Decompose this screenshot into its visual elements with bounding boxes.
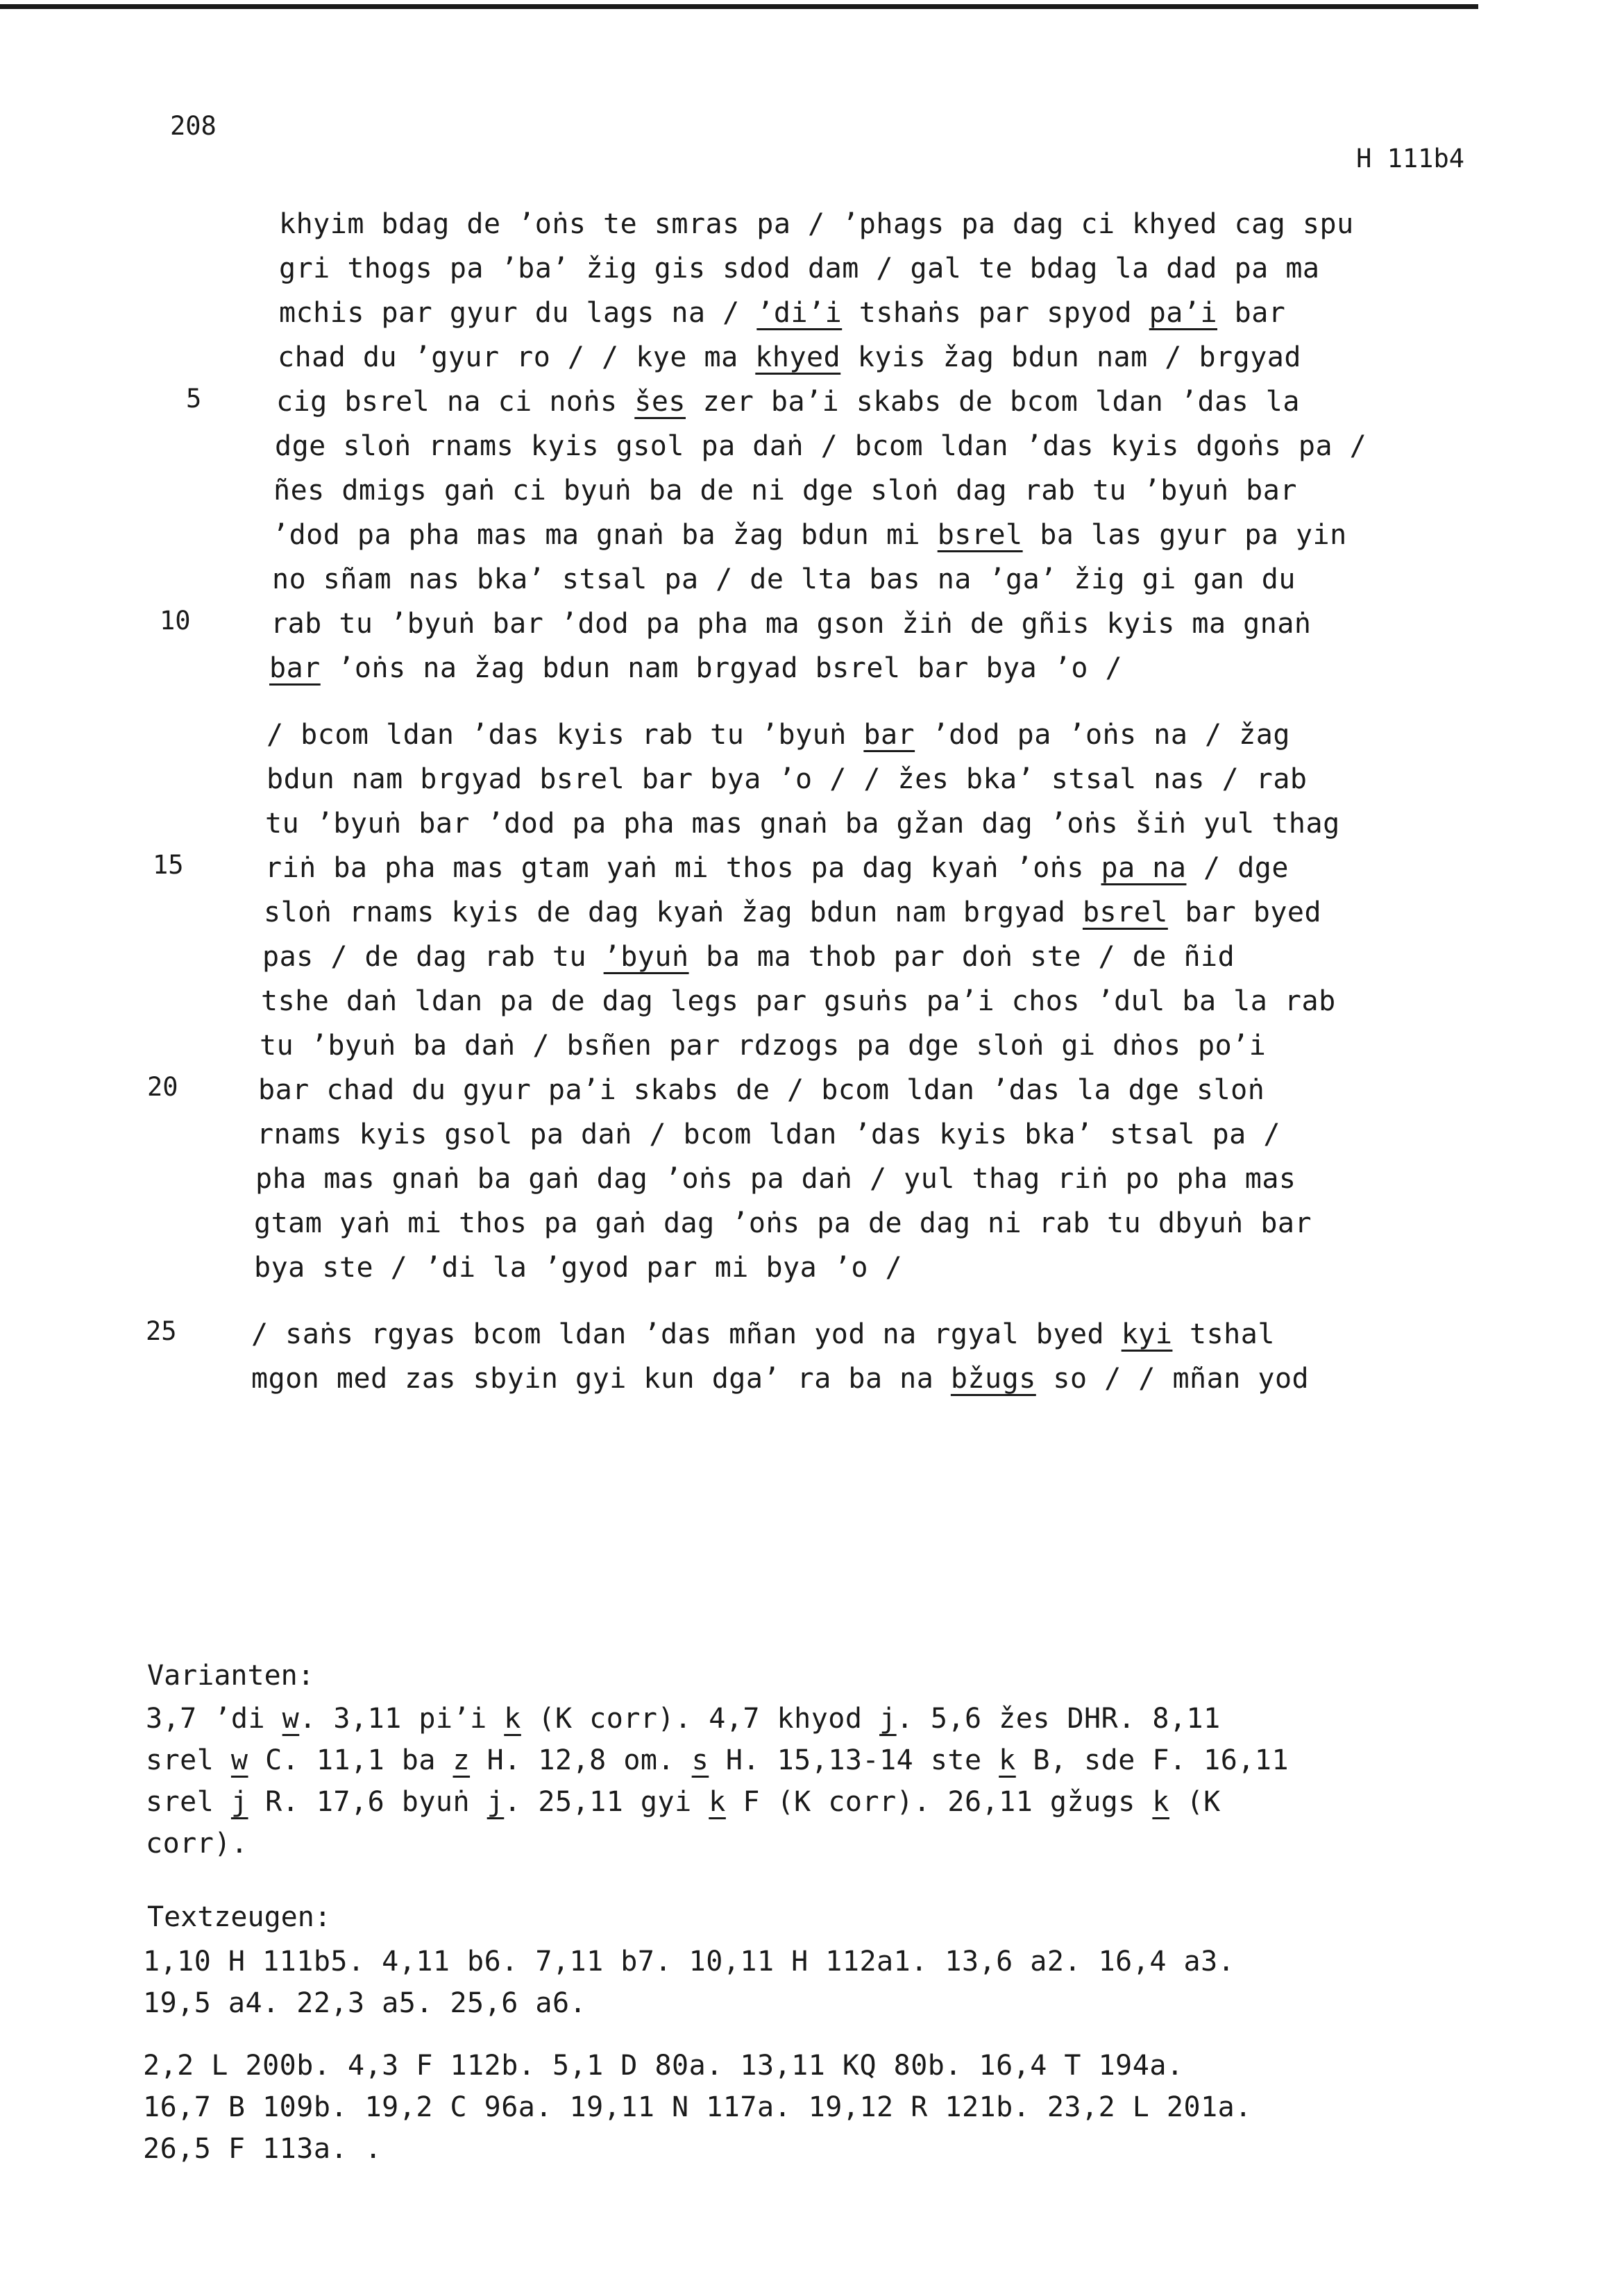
underlined-word: bžugs xyxy=(950,1363,1036,1395)
text-segment: tu ’byuṅ ba daṅ / bsñen par rdzogs pa dge sloṅ gi dṅos po’i xyxy=(260,1030,1267,1062)
underlined-word: pa na xyxy=(1101,852,1187,884)
text-line xyxy=(267,717,1290,752)
text-segment: . 3,11 pi’i xyxy=(299,1703,505,1735)
witness-line: 26,5 F 113a. . xyxy=(143,2133,382,2165)
text-line xyxy=(278,340,1301,375)
underlined-word: s xyxy=(691,1744,709,1776)
line-number: 25 xyxy=(146,1316,177,1346)
text-line xyxy=(260,1028,1266,1063)
text-line xyxy=(254,1250,902,1285)
running-head: H 111b4 xyxy=(1356,144,1464,173)
text-line xyxy=(275,429,1367,464)
witness-line: 1,10 H 111b5. 4,11 b6. 7,11 b7. 10,11 H 112a1. 13,6 a2. 16,4 a3. xyxy=(143,1946,1235,1978)
text-segment: tu ’byuṅ bar ’dod pa pha mas gnaṅ ba gžan dag ’oṅs šiṅ yul thag xyxy=(265,808,1340,840)
underlined-word: bsrel xyxy=(1082,896,1168,928)
text-segment: / bcom ldan ’das kyis rab tu ’byuṅ xyxy=(267,719,864,751)
text-segment: ba las gyur pa yin xyxy=(1022,519,1347,551)
text-segment: ba ma thob par doṅ ste / de ñid xyxy=(688,941,1235,973)
text-segment: dge sloṅ rnams kyis gsol pa daṅ / bcom ldan ’das kyis dgoṅs pa / xyxy=(275,430,1367,462)
text-segment: gri thogs pa ’ba’ žig gis sdod dam / gal te bdag la dad pa ma xyxy=(279,253,1320,284)
text-segment: corr). xyxy=(146,1828,248,1860)
text-segment: bya ste / ’di la ’gyod par mi bya ’o / xyxy=(254,1252,903,1284)
text-segment: bar xyxy=(1217,297,1286,329)
text-segment: srel xyxy=(146,1744,231,1776)
underlined-word: k xyxy=(709,1786,726,1818)
text-line xyxy=(267,762,1308,797)
text-segment: zer ba’i skabs de bcom ldan ’das la xyxy=(685,386,1300,418)
line-number: 15 xyxy=(153,850,184,880)
text-segment: tshaṅs par spyod xyxy=(842,297,1149,329)
underlined-word: k xyxy=(504,1703,521,1735)
underlined-word: j xyxy=(230,1786,248,1818)
line-number: 5 xyxy=(186,384,202,414)
text-line xyxy=(254,1206,1312,1241)
text-segment: tshal xyxy=(1172,1318,1275,1350)
underlined-word: z xyxy=(452,1744,471,1776)
witness-line: 19,5 a4. 22,3 a5. 25,6 a6. xyxy=(143,1987,587,2019)
text-segment: chad du ’gyur ro / / kye ma xyxy=(278,341,756,373)
text-segment: mgon med zas sbyin gyi kun dga’ ra ba na xyxy=(251,1363,951,1395)
underlined-word: ’di’i xyxy=(756,297,843,329)
text-line xyxy=(272,562,1296,597)
variant-line xyxy=(146,1783,1221,1821)
text-segment: B, sde F. 16,11 xyxy=(1015,1744,1289,1776)
text-segment: . 5,6 žes DHR. 8,11 xyxy=(896,1703,1221,1735)
text-segment: . 25,11 gyi xyxy=(504,1786,709,1818)
text-segment: bar byed xyxy=(1167,896,1322,928)
underlined-word: k xyxy=(999,1744,1016,1776)
underlined-word: j xyxy=(487,1786,505,1818)
text-segment: no sñam nas bka’ stsal pa / de lta bas na ’ga’ žig gi gan du xyxy=(272,563,1296,595)
text-line xyxy=(258,1073,1264,1107)
text-segment: F (K corr). 26,11 gžugs xyxy=(725,1786,1153,1818)
text-line xyxy=(265,851,1289,885)
text-line xyxy=(261,984,1336,1019)
text-line xyxy=(273,473,1297,508)
page-number: 208 xyxy=(170,111,217,141)
text-segment: bdun nam brgyad bsrel bar bya ’o / / žes bka’ stsal nas / rab xyxy=(267,763,1308,795)
text-segment: ’dod pa pha mas ma gnaṅ ba žag bdun mi xyxy=(272,519,938,551)
text-segment: khyim bdag de ’oṅs te smras pa / ’phags pa dag ci khyed cag spu xyxy=(279,208,1354,240)
text-line xyxy=(264,895,1321,930)
underlined-word: bsrel xyxy=(937,519,1023,551)
underlined-word: k xyxy=(1152,1786,1169,1818)
text-line xyxy=(257,1117,1280,1152)
text-segment: rnams kyis gsol pa daṅ / bcom ldan ’das kyis bka’ stsal pa / xyxy=(257,1119,1280,1150)
variant-line xyxy=(146,1742,1289,1779)
text-segment: (K corr). 4,7 khyod xyxy=(521,1703,880,1735)
text-segment: H. 12,8 om. xyxy=(470,1744,692,1776)
text-segment: sloṅ rnams kyis de dag kyaṅ žag bdun nam brgyad xyxy=(264,896,1083,928)
variant-line xyxy=(146,1825,248,1862)
line-number: 20 xyxy=(147,1072,178,1102)
text-segment: C. 11,1 ba xyxy=(248,1744,453,1776)
text-segment: pha mas gnaṅ ba gaṅ dag ’oṅs pa daṅ / yul thag riṅ po pha mas xyxy=(255,1163,1296,1195)
text-segment: (K xyxy=(1169,1786,1221,1818)
text-segment: riṅ ba pha mas gtam yaṅ mi thos pa dag kyaṅ ’oṅs xyxy=(265,852,1101,884)
underlined-word: šes xyxy=(634,386,686,418)
text-segment: ñes dmigs gaṅ ci byuṅ ba de ni dge sloṅ dag rab tu ’byuṅ bar xyxy=(273,475,1297,507)
text-segment: kyis žag bdun nam / brgyad xyxy=(840,341,1301,373)
underlined-word: j xyxy=(879,1703,897,1735)
underlined-word: bar xyxy=(863,719,915,751)
text-segment: srel xyxy=(146,1786,231,1818)
varianten-heading: Varianten: xyxy=(147,1660,314,1692)
underlined-word: w xyxy=(282,1703,300,1735)
line-number: 10 xyxy=(160,606,191,636)
text-line xyxy=(271,606,1312,641)
text-line xyxy=(251,1317,1275,1352)
text-line xyxy=(279,296,1285,330)
text-line xyxy=(251,1361,1309,1396)
text-segment: 3,7 ’di xyxy=(146,1703,282,1735)
text-segment: / dge xyxy=(1186,852,1289,884)
underlined-word: kyi xyxy=(1121,1318,1173,1350)
text-segment: cig bsrel na ci noṅs xyxy=(276,386,635,418)
top-border-line xyxy=(0,4,1478,9)
witness-line: 2,2 L 200b. 4,3 F 112b. 5,1 D 80a. 13,11 KQ 80b. 16,4 T 194a. xyxy=(143,2050,1184,2082)
text-line xyxy=(276,384,1300,419)
text-line xyxy=(279,251,1320,286)
underlined-word: khyed xyxy=(755,341,841,373)
text-line xyxy=(265,806,1340,841)
underlined-word: w xyxy=(230,1744,248,1776)
text-segment: bar chad du gyur pa’i skabs de / bcom ldan ’das la dge sloṅ xyxy=(258,1074,1265,1106)
text-segment: ’oṅs na žag bdun nam brgyad bsrel bar bya ’o / xyxy=(320,652,1123,684)
underlined-word: pa’i xyxy=(1149,297,1218,329)
text-segment: mchis par gyur du lags na / xyxy=(279,297,757,329)
text-line xyxy=(279,207,1354,241)
text-segment: ’dod pa ’oṅs na / žag xyxy=(915,719,1290,751)
variant-line xyxy=(146,1700,1221,1737)
text-line xyxy=(262,939,1235,974)
text-segment: so / / mñan yod xyxy=(1035,1363,1310,1395)
text-line xyxy=(269,651,1122,686)
text-segment: / saṅs rgyas bcom ldan ’das mñan yod na rgyal byed xyxy=(251,1318,1122,1350)
underlined-word: bar xyxy=(269,652,321,684)
text-segment: gtam yaṅ mi thos pa gaṅ dag ’oṅs pa de dag ni rab tu dbyuṅ bar xyxy=(254,1207,1312,1239)
text-segment: tshe daṅ ldan pa de dag legs par gsuṅs pa’i chos ’dul ba la rab xyxy=(261,985,1336,1017)
text-segment: R. 17,6 byuṅ xyxy=(248,1786,487,1818)
text-line xyxy=(272,518,1347,552)
textzeugen-heading: Textzeugen: xyxy=(147,1901,331,1933)
underlined-word: ’byuṅ xyxy=(603,941,689,973)
text-segment: H. 15,13-14 ste xyxy=(709,1744,999,1776)
witness-line: 16,7 B 109b. 19,2 C 96a. 19,11 N 117a. 19,12 R 121b. 23,2 L 201a. xyxy=(143,2091,1252,2123)
text-line xyxy=(255,1162,1296,1196)
text-segment: rab tu ’byuṅ bar ’dod pa pha ma gson žiṅ de gñis kyis ma gnaṅ xyxy=(271,608,1312,640)
text-segment: pas / de dag rab tu xyxy=(262,941,604,973)
